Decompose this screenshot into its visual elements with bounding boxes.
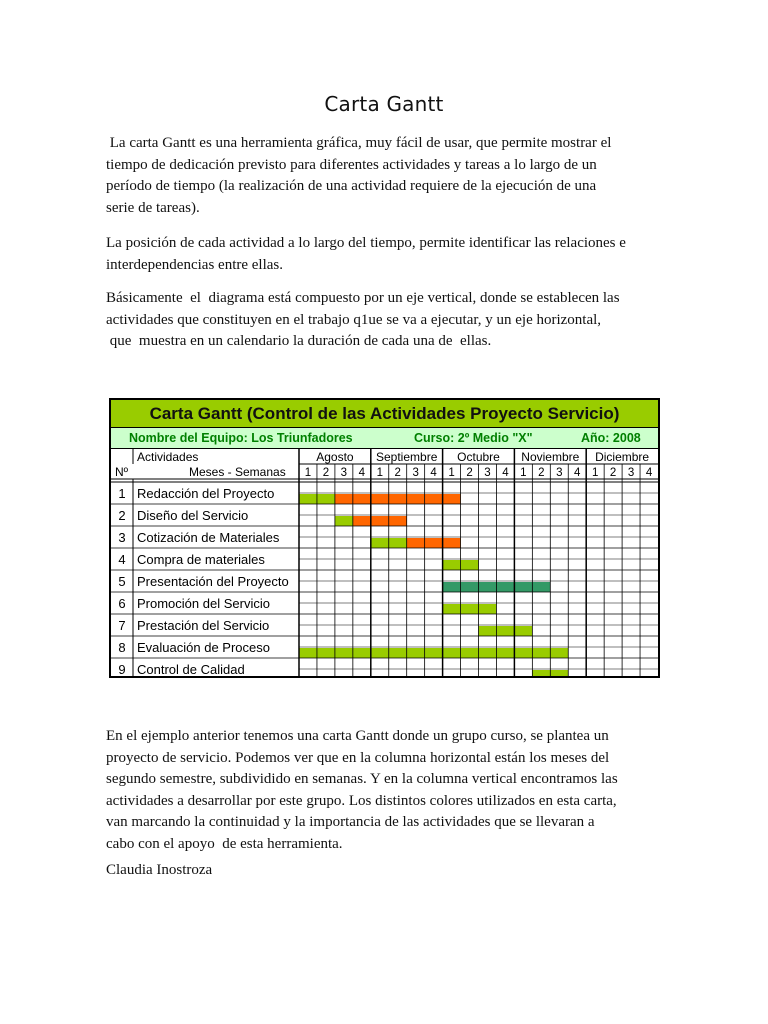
basic-line: que muestra en un calendario la duración de cada una de ellas. <box>106 333 492 350</box>
activity-number: 4 <box>118 552 126 567</box>
month-label: Octubre <box>457 450 500 464</box>
activity-name: Presentación del Proyecto <box>137 574 289 589</box>
week-label: 1 <box>520 467 527 479</box>
gantt-bar <box>335 516 353 526</box>
week-label: 4 <box>502 467 509 479</box>
week-label: 4 <box>645 467 653 479</box>
intro-line: período de tiempo (la realización de una actividad requiere de la ejecución de una <box>106 178 597 195</box>
activity-name: Promoción del Servicio <box>137 596 270 611</box>
activity-name: Prestación del Servicio <box>137 618 270 633</box>
activity-name: Evaluación de Proceso <box>137 640 270 655</box>
week-label: 4 <box>358 467 366 479</box>
week-label: 3 <box>412 467 419 479</box>
page-title: Carta Gantt <box>324 92 444 116</box>
week-label: 2 <box>609 467 617 479</box>
activity-name: Cotización de Materiales <box>137 530 280 545</box>
course-label: Curso: 2º Medio "X" <box>414 431 533 445</box>
intro-line: tiempo de dedicación previsto para diferentes actividades y tareas a lo largo de un <box>106 156 597 173</box>
position-paragraph <box>106 233 686 276</box>
activity-number: 6 <box>118 596 126 611</box>
gantt-bar <box>407 538 461 548</box>
week-label: 2 <box>322 467 330 479</box>
activity-number: 8 <box>118 640 126 655</box>
week-label: 1 <box>591 467 599 479</box>
month-label: Diciembre <box>595 450 650 464</box>
week-label: 3 <box>484 467 491 479</box>
gantt-title: Carta Gantt (Control de las Actividades Proyecto Servicio) <box>111 400 658 428</box>
activity-name: Compra de materiales <box>137 552 265 567</box>
activity-number: 7 <box>118 618 126 633</box>
activity-name: Diseño del Servicio <box>137 508 249 523</box>
week-label: 1 <box>376 467 383 479</box>
activity-number: 2 <box>118 508 126 523</box>
example-line: proyecto de servicio. Podemos ver que en la columna horizontal están los meses del <box>106 749 610 766</box>
gantt-chart <box>109 398 660 678</box>
basic-line: Básicamente el diagrama está compuesto por un eje vertical, donde se establecen las <box>106 290 620 306</box>
activity-name: Control de Calidad <box>137 662 245 676</box>
gantt-bar <box>299 648 568 658</box>
week-label: 2 <box>394 467 401 479</box>
gantt-grid <box>111 400 658 676</box>
month-label: Septiembre <box>376 450 438 464</box>
week-label: 1 <box>448 467 455 479</box>
gantt-bar <box>479 626 533 636</box>
intro-paragraph <box>106 133 686 219</box>
basic-line: actividades que constituyen en el trabajo q1ue se va a ejecutar, y un eje horizontal, <box>106 311 602 328</box>
week-label: 3 <box>340 467 348 479</box>
position-line: interdependencias entre ellas. <box>106 256 283 273</box>
gantt-bar <box>353 516 407 526</box>
activity-number: 1 <box>118 486 126 501</box>
week-label: 2 <box>466 467 473 479</box>
week-label: 3 <box>556 467 563 479</box>
week-label: 1 <box>304 467 312 479</box>
gantt-bar <box>335 494 461 504</box>
example-line: segundo semestre, subdividido en semanas. Y en la columna vertical encontramos las <box>106 771 618 788</box>
month-label: Agosto <box>316 450 354 464</box>
week-label: 2 <box>538 467 545 479</box>
intro-line: serie de tareas). <box>106 199 200 216</box>
activity-number: 9 <box>118 662 126 676</box>
activity-name: Redacción del Proyecto <box>137 486 275 501</box>
author-signature: Claudia Inostroza <box>106 862 213 878</box>
month-label: Noviembre <box>521 450 580 464</box>
intro-line: La carta Gantt es una herramienta gráfica, muy fácil de usar, que permite mostrar el <box>106 135 612 151</box>
gantt-bar <box>443 604 497 614</box>
header-months-weeks: Meses - Semanas <box>189 465 286 479</box>
week-label: 4 <box>574 467 581 479</box>
team-label: Nombre del Equipo: Los Triunfadores <box>129 431 353 445</box>
header-activities: Actividades <box>137 450 199 464</box>
week-label: 4 <box>430 467 437 479</box>
activity-number: 5 <box>118 574 126 589</box>
activity-number: 3 <box>118 530 126 545</box>
example-line: van marcando la continuidad y la importancia de las actividades que se llevaran a <box>106 814 595 831</box>
example-paragraph <box>106 726 686 856</box>
example-line: cabo con el apoyo de esta herramienta. <box>106 835 343 852</box>
basic-paragraph <box>106 288 686 353</box>
example-line: En el ejemplo anterior tenemos una carta Gantt donde un grupo curso, se plantea un <box>106 728 609 744</box>
week-label: 3 <box>627 467 635 479</box>
header-number: Nº <box>115 465 129 479</box>
position-line: La posición de cada actividad a lo largo del tiempo, permite identificar las relaciones e <box>106 235 626 251</box>
year-label: Año: 2008 <box>581 431 641 445</box>
example-line: actividades a desarrollar por este grupo. Los distintos colores utilizados en esta carta, <box>106 792 617 809</box>
